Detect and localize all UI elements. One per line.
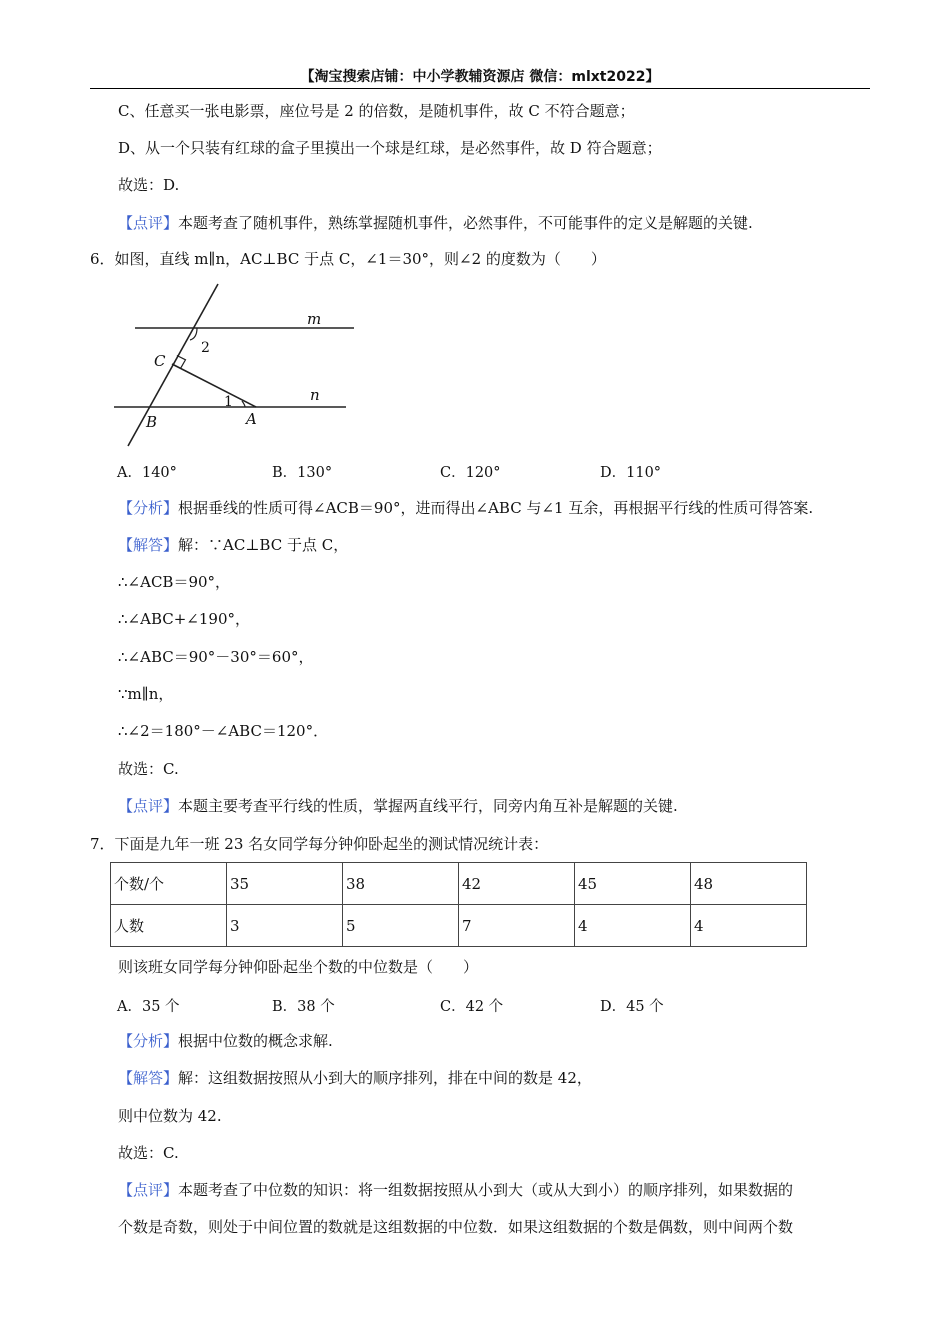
- q7-option-b: B．38 个: [272, 999, 335, 1015]
- table-cell: 48: [691, 863, 807, 905]
- answer-tag: 【解答】: [118, 1069, 179, 1087]
- q6-option-d: D．110°: [600, 465, 662, 481]
- q7-answer: [118, 1068, 592, 1088]
- answer-text: 解：这组数据按照从小到大的顺序排列，排在中间的数是 42，: [178, 1069, 592, 1087]
- q6-step: ∵m∥n，: [118, 685, 174, 703]
- label-m: m: [307, 310, 322, 328]
- q7-comment: [118, 1180, 793, 1200]
- q6-comment: [118, 796, 678, 816]
- q6-step: ∴∠ABC＝90°－30°＝60°，: [118, 648, 314, 666]
- table-cell: 人数: [111, 905, 227, 947]
- q6-stem: 6．如图，直线 m∥n，AC⊥BC 于点 C，∠1＝30°，则∠2 的度数为（ ）: [90, 250, 606, 268]
- table-cell: 4: [691, 905, 807, 947]
- table-cell: 个数/个: [111, 863, 227, 905]
- option-c-explanation: C、任意买一张电影票，座位号是 2 的倍数，是随机事件，故 C 不符合题意；: [118, 102, 635, 120]
- q6-step: ∴∠ACB＝90°，: [118, 573, 231, 591]
- comment-tag: 【点评】: [118, 214, 179, 232]
- q7-option-d: D．45 个: [600, 999, 664, 1015]
- analysis-text: 根据中位数的概念求解.: [178, 1032, 333, 1050]
- label-c: C: [154, 352, 166, 370]
- option-d-explanation: D、从一个只装有红球的盒子里摸出一个球是红球，是必然事件，故 D 符合题意；: [118, 139, 662, 157]
- q7-question: 则该班女同学每分钟仰卧起坐个数的中位数是（ ）: [118, 958, 479, 976]
- q7-answer-line-2: 则中位数为 42.: [118, 1107, 222, 1125]
- prev-choice: 故选：D.: [118, 176, 180, 194]
- header-divider: [90, 88, 870, 89]
- q7-comment-line-2: 个数是奇数，则处于中间位置的数就是这组数据的中位数．如果这组数据的个数是偶数，则中间两个数: [118, 1218, 794, 1236]
- q6-analysis: [118, 498, 813, 518]
- table-row: [111, 905, 807, 947]
- comment-text: 本题考查了中位数的知识：将一组数据按照从小到大（或从大到小）的顺序排列，如果数据的: [178, 1181, 794, 1199]
- q7-option-a: A．35 个: [117, 999, 180, 1015]
- analysis-tag: 【分析】: [118, 1032, 179, 1050]
- page-header: 【淘宝搜索店铺：中小学教辅资源店 微信：mlxt2022】: [300, 69, 660, 85]
- answer-tag: 【解答】: [118, 536, 179, 554]
- table-cell: 35: [227, 863, 343, 905]
- table-cell: 5: [343, 905, 459, 947]
- table-cell: 38: [343, 863, 459, 905]
- analysis-text: 根据垂线的性质可得∠ACB＝90°，进而得出∠ABC 与∠1 互余，再根据平行线的性质可得答案.: [178, 499, 814, 517]
- q6-choice: 故选：C.: [118, 760, 179, 778]
- q7-analysis: [118, 1031, 333, 1051]
- table-cell: 4: [575, 905, 691, 947]
- label-angle-2: 2: [201, 340, 210, 356]
- q6-answer: [118, 535, 348, 555]
- comment-tag: 【点评】: [118, 1181, 179, 1199]
- parallel-lines-figure: [100, 278, 370, 453]
- answer-text: 解：∵AC⊥BC 于点 C，: [178, 536, 349, 554]
- label-angle-1: 1: [224, 394, 233, 410]
- q7-choice: 故选：C.: [118, 1144, 179, 1162]
- comment-tag: 【点评】: [118, 797, 179, 815]
- table-cell: 3: [227, 905, 343, 947]
- table-cell: 42: [459, 863, 575, 905]
- label-b: B: [146, 413, 158, 431]
- q6-step: ∴∠ABC+∠190°，: [118, 610, 250, 628]
- table-cell: 7: [459, 905, 575, 947]
- segment-ac: [172, 364, 256, 407]
- q6-option-a: A．140°: [117, 465, 177, 481]
- label-a: A: [246, 410, 257, 428]
- label-n: n: [310, 386, 320, 404]
- comment-text: 本题考查了随机事件，熟练掌握随机事件，必然事件，不可能事件的定义是解题的关键.: [178, 214, 753, 232]
- prev-comment: [118, 213, 753, 233]
- q7-option-c: C．42 个: [440, 999, 504, 1015]
- comment-text: 本题主要考查平行线的性质，掌握两直线平行，同旁内角互补是解题的关键.: [178, 797, 678, 815]
- q6-step: ∴∠2＝180°－∠ABC＝120°．: [118, 722, 329, 740]
- sit-up-stats-table: [110, 862, 807, 947]
- q6-option-b: B．130°: [272, 465, 333, 481]
- table-cell: 45: [575, 863, 691, 905]
- q7-stem: 7．下面是九年一班 23 名女同学每分钟仰卧起坐的测试情况统计表：: [90, 835, 549, 853]
- analysis-tag: 【分析】: [118, 499, 179, 517]
- table-row: [111, 863, 807, 905]
- q6-option-c: C．120°: [440, 465, 501, 481]
